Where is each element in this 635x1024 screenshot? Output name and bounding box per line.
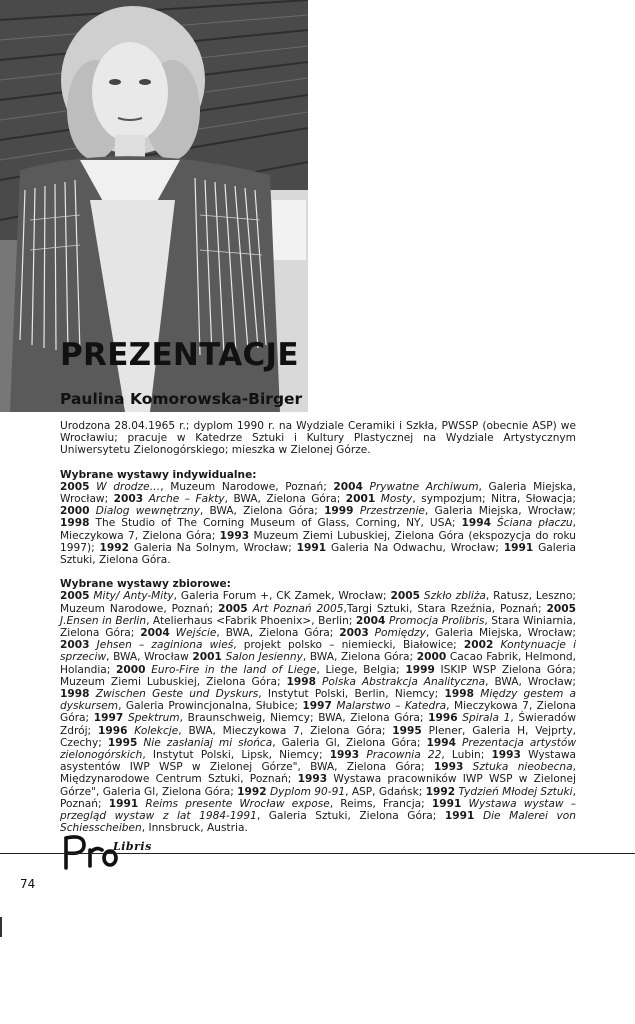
exhibition-year: 1993: [491, 749, 521, 762]
article-body: [60, 420, 576, 835]
exhibition-year: 1994: [426, 736, 456, 749]
author-name: Paulina Komorowska-Birger: [60, 390, 303, 408]
exhibition-details: , Galeria Gl, Zielona Góra;: [272, 736, 427, 749]
exhibition-year: 1993: [433, 761, 464, 774]
exhibition-title: Szkło zbliża: [423, 590, 486, 603]
exhibition-details: ,Targi Sztuki, Stara Rzeźnia, Poznań;: [343, 602, 547, 615]
exhibition-year: 1995: [392, 724, 422, 737]
exhibition-title: Polska Abstrakcja Analityczna: [322, 675, 486, 688]
exhibition-details: , Reims, Francja;: [329, 797, 432, 810]
exhibition-year: 2000: [116, 663, 146, 676]
exhibition-details: , Galeria Sztuki, Zielona Góra;: [256, 810, 445, 823]
exhibition-details: , BWA, Zielona Góra;: [199, 505, 325, 518]
exhibition-title: Ściana płaczu: [497, 517, 573, 530]
exhibition-year: 1992: [237, 785, 267, 798]
exhibition-details: , BWA, Zielona Góra;: [216, 627, 340, 640]
page-number: 74: [20, 877, 36, 891]
exhibition-details: , Świeradów Zdrój;: [60, 712, 576, 737]
page-edge-mark: [0, 917, 2, 937]
group-exhibitions-list: [60, 590, 576, 834]
exhibition-title: Nie zasłaniaj mi słońca: [143, 736, 273, 749]
exhibition-year: 1997: [93, 712, 124, 725]
exhibition-year: 1991: [296, 541, 327, 554]
exhibition-title: Prywatne Archiwum: [369, 480, 479, 493]
exhibition-details: , Galeria Miejska, Wrocław;: [424, 505, 576, 518]
exhibition-details: , Galeria Miejska, Wrocław;: [60, 480, 576, 506]
exhibition-year: 2003: [113, 493, 144, 506]
exhibition-details: , Lubin;: [441, 749, 492, 762]
exhibition-year: 2005: [390, 590, 420, 603]
exhibition-title: Zwischen Geste und Dyskurs: [95, 688, 259, 701]
exhibition-title: Mity/ Anty-Mity: [93, 590, 174, 603]
solo-exhibitions-heading: Wybrane wystawy indywidualne:: [60, 468, 257, 481]
exhibition-title: Art Poznań 2005: [252, 602, 344, 615]
exhibition-title: Dyplom 90-91: [270, 785, 346, 798]
exhibition-title: Tydzień Młodej Sztuki: [458, 785, 573, 798]
exhibition-details: , Muzeum Narodowe, Poznań;: [160, 480, 334, 493]
exhibition-title: Przestrzenie: [359, 505, 425, 518]
exhibition-year: 1993: [297, 773, 328, 786]
exhibition-year: 2003: [339, 627, 369, 640]
author-bio: Urodzona 28.04.1965 r.; dyplom 1990 r. na Wydziale Ceramiki i Szkła, PWSSP (obecnie ASP) we Wrocławiu; pracuje w Katedrze Sztuki i Kultury Plastycznej na Wydziale Artystycznym Uniwersytetu Zielonogórskiego; mieszka w Zielonej Górze.: [60, 420, 576, 457]
exhibition-title: Sztuka nieobecna: [472, 761, 573, 774]
exhibition-details: , BWA, Zielona Góra;: [302, 651, 417, 664]
exhibition-year: 1999: [405, 663, 435, 676]
exhibition-details: , ASP, Gdańsk;: [345, 785, 426, 798]
exhibition-year: 1994: [461, 517, 491, 530]
exhibition-details: , BWA, Wrocław: [106, 651, 193, 664]
exhibition-details: , Instytut Polski, Berlin, Niemcy;: [258, 688, 445, 701]
exhibition-details: The Studio of The Corning Museum of Glass, Corning, NY, USA;: [95, 517, 462, 530]
group-exhibitions-heading: Wybrane wystawy zbiorowe:: [60, 578, 231, 591]
exhibition-details: , Międzynarodowe Centrum Sztuki, Poznań;: [60, 761, 576, 786]
exhibition-title: Spektrum: [127, 712, 180, 725]
exhibition-title: Pracownia 22: [366, 749, 442, 762]
exhibition-year: 2005: [60, 480, 90, 493]
exhibition-details: , BWA, Zielona Góra;: [224, 493, 346, 506]
exhibition-year: 2003: [60, 639, 90, 652]
exhibition-year: 1992: [425, 785, 456, 798]
exhibition-year: 1991: [431, 797, 462, 810]
exhibition-details: , BWA, Wrocław;: [485, 675, 576, 688]
exhibition-details: , Innsbruck, Austria.: [141, 822, 248, 835]
exhibition-title: Wystawa wystaw – przegląd wystaw z lat 1984-1991: [60, 797, 576, 823]
exhibition-year: 1996: [428, 712, 458, 725]
exhibition-year: 2005: [546, 602, 577, 615]
exhibition-details: Muzeum Ziemi Lubuskiej, Zielona Góra (ekspozycja do roku 1997);: [60, 529, 577, 554]
exhibition-details: , Galeria Miejska, Wrocław;: [425, 627, 576, 640]
exhibition-details: , Mieczykowa 7, Zielona Góra;: [60, 700, 577, 725]
exhibition-year: 2005: [60, 590, 90, 603]
exhibition-details: , sympozjum; Nitra, Słowacja;: [412, 493, 576, 506]
exhibition-year: 2002: [463, 639, 494, 652]
exhibition-year: 2004: [140, 627, 170, 640]
exhibition-year: 2001: [192, 651, 222, 664]
exhibition-details: , Galeria Prowincjonalna, Słubice;: [118, 700, 303, 713]
exhibition-title: Mosty: [380, 493, 413, 506]
exhibition-year: 1998: [444, 688, 474, 701]
exhibition-year: 2001: [345, 493, 376, 506]
exhibition-title: Reims presente Wrocław expose: [145, 797, 330, 810]
exhibition-title: Jehsen – zaginiona wieś: [96, 639, 234, 652]
exhibition-year: 1993: [219, 529, 250, 542]
exhibition-title: Euro-Fire in the land of Liege: [151, 663, 317, 676]
exhibition-details: , Stara Winiarnia, Zielona Góra;: [60, 614, 577, 640]
exhibition-year: 1995: [107, 736, 138, 749]
exhibition-year: 1991: [108, 797, 139, 810]
exhibition-year: 2004: [333, 480, 363, 493]
exhibition-details: , Braunschweig, Niemcy; BWA, Zielona Góra;: [179, 712, 429, 725]
solo-exhibitions-list: [60, 481, 576, 566]
exhibition-details: ISKIP WSP Zielona Góra; Muzeum Ziemi Lubuskiej, Zielona Góra;: [60, 663, 576, 688]
exhibition-year: 1998: [286, 675, 317, 688]
exhibition-details: , Instytut Polski, Lipsk, Niemcy;: [142, 749, 330, 762]
exhibition-year: 1991: [444, 810, 475, 823]
exhibition-details: Galeria Na Solnym, Wrocław;: [133, 541, 297, 554]
exhibition-details: Wystawa pracowników IWP WSP w Zielonej Górze", Galeria Gl, Zielona Góra;: [60, 773, 576, 798]
exhibition-details: Cacao Fabrik, Helmond, Holandia;: [60, 651, 577, 676]
section-title: PREZENTACJE: [60, 337, 299, 373]
exhibition-details: Wystawa asystentów IWP WSP w Zielonej Górze", BWA, Zielona Góra;: [60, 749, 576, 774]
exhibition-year: 2000: [60, 505, 90, 518]
exhibition-year: 1993: [329, 749, 360, 762]
exhibition-title: Die Malerei von Schiesscheiben: [60, 810, 576, 835]
exhibition-title: Dialog wewnętrzny: [95, 505, 200, 518]
exhibition-details: , Atelierhaus <Fabrik Phoenix>, Berlin;: [146, 614, 356, 627]
exhibition-details: Galeria Sztuki, Zielona Góra.: [60, 541, 577, 567]
exhibition-title: Spirala 1: [462, 712, 511, 725]
exhibition-details: Plener, Galeria H, Vejprty, Czechy;: [60, 724, 576, 749]
exhibition-title: Między gestem a dyskursem: [60, 688, 577, 713]
exhibition-title: J.Ensen in Berlin: [60, 614, 147, 627]
exhibition-year: 2000: [416, 651, 447, 664]
exhibition-year: 2005: [218, 602, 248, 615]
exhibition-details: , Mieczykowa 7, Zielona Góra;: [60, 517, 576, 542]
exhibition-year: 1998: [60, 688, 90, 701]
exhibition-details: , Ratusz, Leszno; Muzeum Narodowe, Poznań;: [60, 590, 577, 615]
exhibition-year: 1991: [503, 541, 534, 554]
exhibition-year: 1998: [60, 517, 90, 530]
exhibition-year: 1997: [302, 700, 332, 713]
exhibition-title: Wejście: [175, 627, 217, 640]
exhibition-title: Kontynuacje i sprzeciw: [60, 639, 577, 664]
exhibition-title: Prezentacja artystów zielonogórskich: [60, 736, 577, 762]
exhibition-details: , Liege, Belgia;: [316, 663, 406, 676]
exhibition-title: W drodze…: [96, 480, 161, 493]
exhibition-title: Salon Jesienny: [225, 651, 303, 664]
exhibition-title: Kolekcje: [134, 724, 179, 737]
exhibition-details: , BWA, Mieczykowa 7, Zielona Góra;: [178, 724, 393, 737]
exhibition-title: Arche – Fakty: [148, 493, 225, 506]
exhibition-year: 2004: [355, 614, 386, 627]
logo-subtitle: Libris: [113, 840, 152, 853]
exhibition-details: Galeria Na Odwachu, Wrocław;: [330, 541, 504, 554]
exhibition-details: , Poznań;: [60, 785, 577, 810]
footer-rule: [0, 853, 635, 854]
exhibition-title: Malarstwo – Katedra: [336, 700, 447, 713]
exhibition-title: Promocja Prolibris: [388, 614, 485, 627]
exhibition-year: 1999: [324, 505, 354, 518]
exhibition-details: , projekt polsko – niemiecki, Białowice;: [233, 639, 464, 652]
exhibition-title: Pomiędzy: [374, 627, 426, 640]
exhibition-year: 1992: [99, 541, 130, 554]
exhibition-details: , Galeria Forum +, CK Zamek, Wrocław;: [173, 590, 391, 603]
exhibition-year: 1996: [97, 724, 128, 737]
